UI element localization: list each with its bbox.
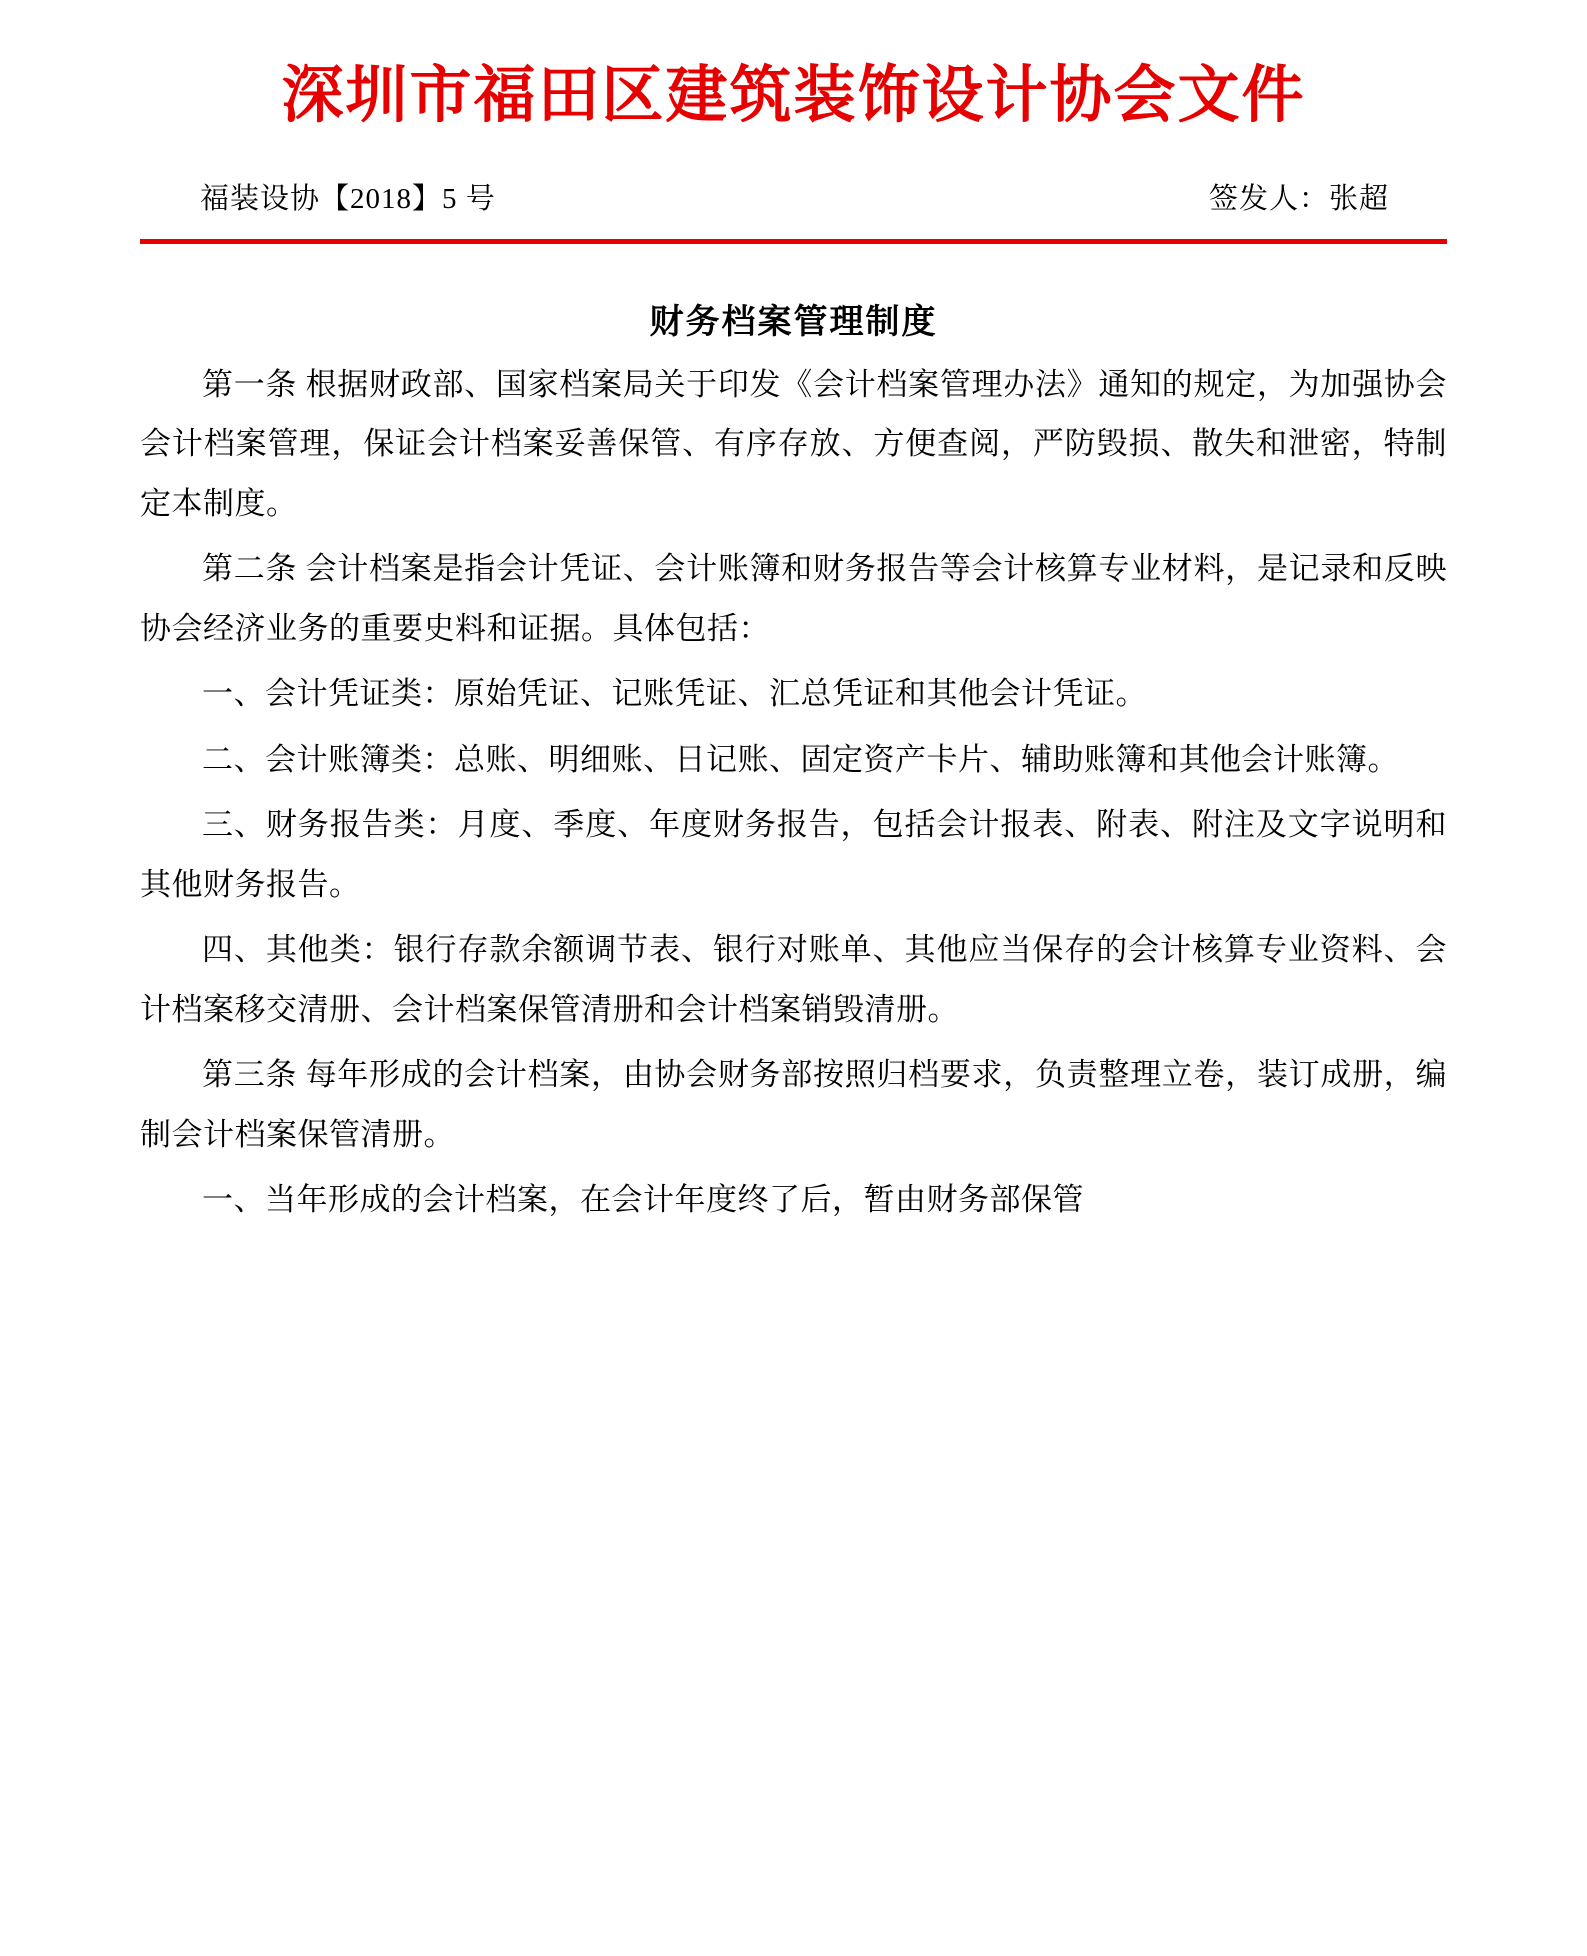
document-body [140, 355, 1447, 1230]
document-header [140, 56, 1447, 244]
red-divider-rule [140, 239, 1447, 244]
document-signer: 签发人：张超 [1208, 182, 1389, 215]
body-paragraph: 三、财务报告类：月度、季度、年度财务报告，包括会计报表、附表、附注及文字说明和其他财务报告。 [140, 807, 1447, 902]
body-paragraph: 第三条 每年形成的会计档案，由协会财务部按照归档要求，负责整理立卷，装订成册，编制会计档案保管清册。 [140, 1057, 1447, 1152]
document-subject-title: 财务档案管理制度 [649, 301, 938, 342]
body-paragraph: 二、会计账簿类：总账、明细账、日记账、固定资产卡片、辅助账簿和其他会计账簿。 [202, 741, 1399, 777]
body-paragraph: 第一条 根据财政部、国家档案局关于印发《会计档案管理办法》通知的规定，为加强协会会计档案管理，保证会计档案妥善保管、有序存放、方便查阅，严防毁损、散失和泄密，特制定本制度。 [140, 366, 1447, 521]
body-paragraph: 一、会计凭证类：原始凭证、记账凭证、汇总凭证和其他会计凭证。 [202, 676, 1147, 712]
body-paragraph: 一、当年形成的会计档案，在会计年度终了后，暂由财务部保管 [202, 1182, 1084, 1218]
body-paragraph: 四、其他类：银行存款余额调节表、银行对账单、其他应当保存的会计核算专业资料、会计档案移交清册、会计档案保管清册和会计档案销毁清册。 [140, 932, 1447, 1027]
document-number: 福装设协【2018】5 号 [200, 182, 496, 215]
organization-title: 深圳市福田区建筑装饰设计协会文件 [281, 58, 1306, 131]
body-paragraph: 第二条 会计档案是指会计凭证、会计账簿和财务报告等会计核算专业材料，是记录和反映协会经济业务的重要史料和证据。具体包括： [140, 551, 1447, 646]
document-meta-row [140, 176, 1447, 217]
